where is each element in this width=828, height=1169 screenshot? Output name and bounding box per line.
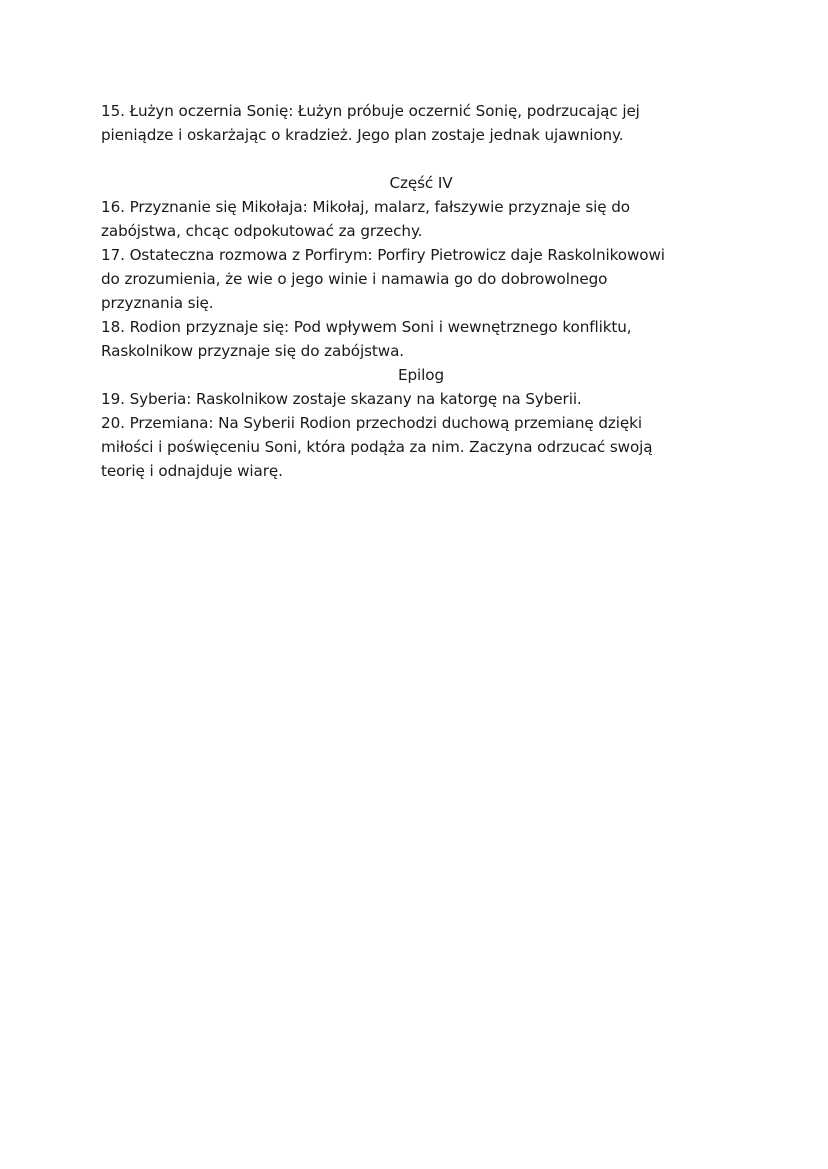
item-17-line-1: 17. Ostateczna rozmowa z Porfirym: Porfiry Pietrowicz daje Raskolnikowowi: [101, 246, 665, 264]
item-16-line-2: zabójstwa, chcąc odpokutować za grzechy.: [101, 222, 423, 240]
list-item-15: [101, 99, 741, 147]
item-19-line-1: 19. Syberia: Raskolnikow zostaje skazany na katorgę na Syberii.: [101, 390, 582, 408]
item-18-line-1: 18. Rodion przyznaje się: Pod wpływem Soni i wewnętrznego konfliktu,: [101, 318, 632, 336]
item-17-line-2: do zrozumienia, że wie o jego winie i namawia go do dobrowolnego: [101, 270, 608, 288]
spacer: [101, 147, 741, 171]
item-15-line-2: pieniądze i oskarżając o kradzież. Jego plan zostaje jednak ujawniony.: [101, 126, 624, 144]
section-heading-epilog: Epilog: [397, 366, 444, 384]
document-body: [101, 99, 741, 483]
item-17-line-3: przyznania się.: [101, 294, 214, 312]
list-item-20: [101, 411, 741, 483]
item-20-line-1: 20. Przemiana: Na Syberii Rodion przechodzi duchową przemianę dzięki: [101, 414, 642, 432]
item-20-line-2: miłości i poświęceniu Soni, która podąża za nim. Zaczyna odrzucać swoją: [101, 438, 653, 456]
list-item-16: [101, 195, 741, 243]
item-20-line-3: teorię i odnajduje wiarę.: [101, 462, 283, 480]
item-18-line-2: Raskolnikow przyznaje się do zabójstwa.: [101, 342, 405, 360]
section-heading-part-4: Część IV: [389, 174, 453, 192]
item-16-line-1: 16. Przyznanie się Mikołaja: Mikołaj, malarz, fałszywie przyznaje się do: [101, 198, 630, 216]
item-15-line-1: 15. Łużyn oczernia Sonię: Łużyn próbuje oczernić Sonię, podrzucając jej: [101, 102, 640, 120]
list-item-18: [101, 315, 741, 363]
list-item-17: [101, 243, 741, 315]
list-item-19: [101, 387, 741, 411]
